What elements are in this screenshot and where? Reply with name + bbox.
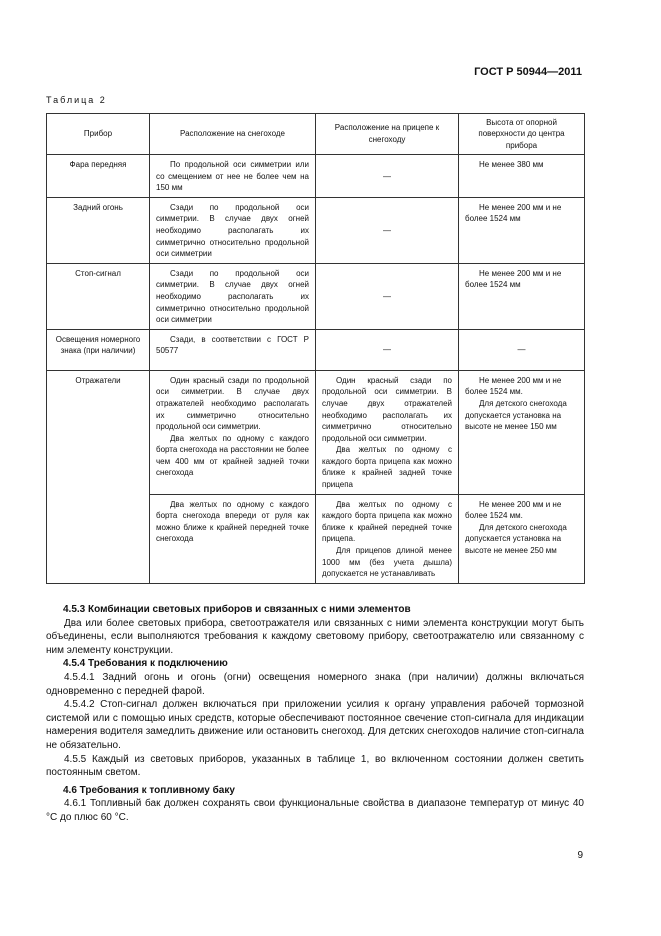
device-cell: Фара передняя — [47, 155, 150, 198]
height-value: Не менее 380 мм — [479, 160, 544, 169]
table-row — [47, 370, 585, 494]
document-id: ГОСТ Р 50944—2011 — [474, 66, 582, 78]
device-cell: Задний огонь — [47, 197, 150, 263]
table-row — [47, 329, 585, 370]
trailer-position: Два желтых по одному с каждого борта прицепа как можно ближе к крайней передней точке прицепа. — [322, 499, 452, 544]
column-header: Расположение на прицепе к снегоходу — [316, 114, 459, 155]
sled-position: Сзади по продольной оси симметрии. В случае двух огней необходимо располагать их симметрично относительно продольной оси симметрии — [156, 202, 309, 259]
table-caption: Таблица 2 — [46, 95, 107, 105]
sled-position: Сзади по продольной оси симметрии. В случае двух огней необходимо располагать их симметрично относительно продольной оси симметрии — [156, 268, 309, 325]
table-header-row — [47, 114, 585, 155]
table-row — [47, 155, 585, 198]
paragraph: 4.6.1 Топливный бак должен сохранять свои функциональные свойства в диапазоне температур от минус 40 °С до плюс 60 °С. — [46, 798, 584, 823]
table-row — [47, 263, 585, 329]
height-value: Не менее 200 мм и не более 1524 мм. — [465, 375, 562, 397]
paragraph: 4.5.5 Каждый из световых приборов, указанных в таблице 1, во включенном состоянии должен светить постоянным светом. — [46, 753, 584, 779]
page-number: 9 — [577, 850, 583, 861]
paragraph: Два или более световых прибора, светоотражателя или связанных с ними элемента конструкции могут быть объединены, если выполняются требования к каждому световому прибору, светоотражателю или связанному с ним элементу конструкции. — [46, 617, 584, 656]
height-value: Для детского снегохода допускается установка на высоте не менее 150 мм — [465, 398, 567, 432]
trailer-position: Один красный сзади по продольной оси симметрии. В случае двух отражателей необходимо располагать их симметрично относительно продольной оси симметрии. — [322, 375, 452, 443]
section-heading: 4.5.4 Требования к подключению — [63, 658, 228, 670]
height-value: — — [459, 329, 585, 370]
trailer-position: — — [316, 329, 459, 370]
height-value: Для детского снегохода допускается установка на высоте не менее 250 мм — [465, 522, 567, 556]
section-heading: 4.6 Требования к топливному баку — [63, 784, 235, 796]
trailer-position: — — [316, 155, 459, 198]
column-header: Высота от опорной поверхности до центра прибора — [459, 114, 585, 155]
trailer-position: — — [316, 197, 459, 263]
column-header: Прибор — [47, 114, 150, 155]
column-header: Расположение на снегоходе — [150, 114, 316, 155]
sled-position: Два желтых по одному с каждого борта снегохода на расстоянии не более чем 400 мм от крайней задней точки снегохода — [156, 433, 309, 478]
table-2 — [46, 113, 585, 584]
device-cell: Освещения номерного знака (при наличии) — [47, 329, 150, 370]
table-row — [47, 197, 585, 263]
sled-position: Два желтых по одному с каждого борта снегохода впереди от руля как можно ближе к крайней передней точке снегохода — [156, 499, 309, 544]
section-heading: 4.5.3 Комбинации световых приборов и связанных с ними элементов — [63, 604, 411, 615]
trailer-position: — — [316, 263, 459, 329]
trailer-position: Для прицепов длиной менее 1000 мм (без учета дышла) допускается не устанавливать — [322, 546, 452, 579]
height-value: Не менее 200 мм и не более 1524 мм. — [465, 499, 562, 521]
device-cell: Стоп-сигнал — [47, 263, 150, 329]
body-text — [46, 603, 584, 825]
trailer-position: Два желтых по одному с каждого борта прицепа как можно ближе к крайней задней точке прицепа — [322, 445, 452, 490]
paragraph: 4.5.4.2 Стоп-сигнал должен включаться при приложении усилия к органу управления рабочей тормозной системой или с помощью иных средств, которые обеспечивают постоянное свечение стоп-сигнала для индикации намерения водителя замедлить движение или остановить снегоход. Для детских снегоходов наличие стоп-сигнала не обязательно. — [46, 699, 584, 751]
sled-position: Один красный сзади по продольной оси симметрии. В случае двух отражателей необходимо располагать их симметрично относительно продольной оси симметрии. — [156, 375, 309, 432]
sled-position: Сзади, в соответствии с ГОСТ Р 50577 — [156, 334, 309, 356]
paragraph: 4.5.4.1 Задний огонь и огонь (огни) освещения номерного знака (при наличии) должны включаться одновременно с передней фарой. — [46, 671, 584, 697]
height-value: Не менее 200 мм и не более 1524 мм — [465, 202, 562, 224]
device-cell: Отражатели — [47, 370, 150, 583]
height-value: Не менее 200 мм и не более 1524 мм — [465, 268, 562, 290]
sled-position: По продольной оси симметрии или со смещением от нее не более чем на 150 мм — [156, 160, 309, 193]
